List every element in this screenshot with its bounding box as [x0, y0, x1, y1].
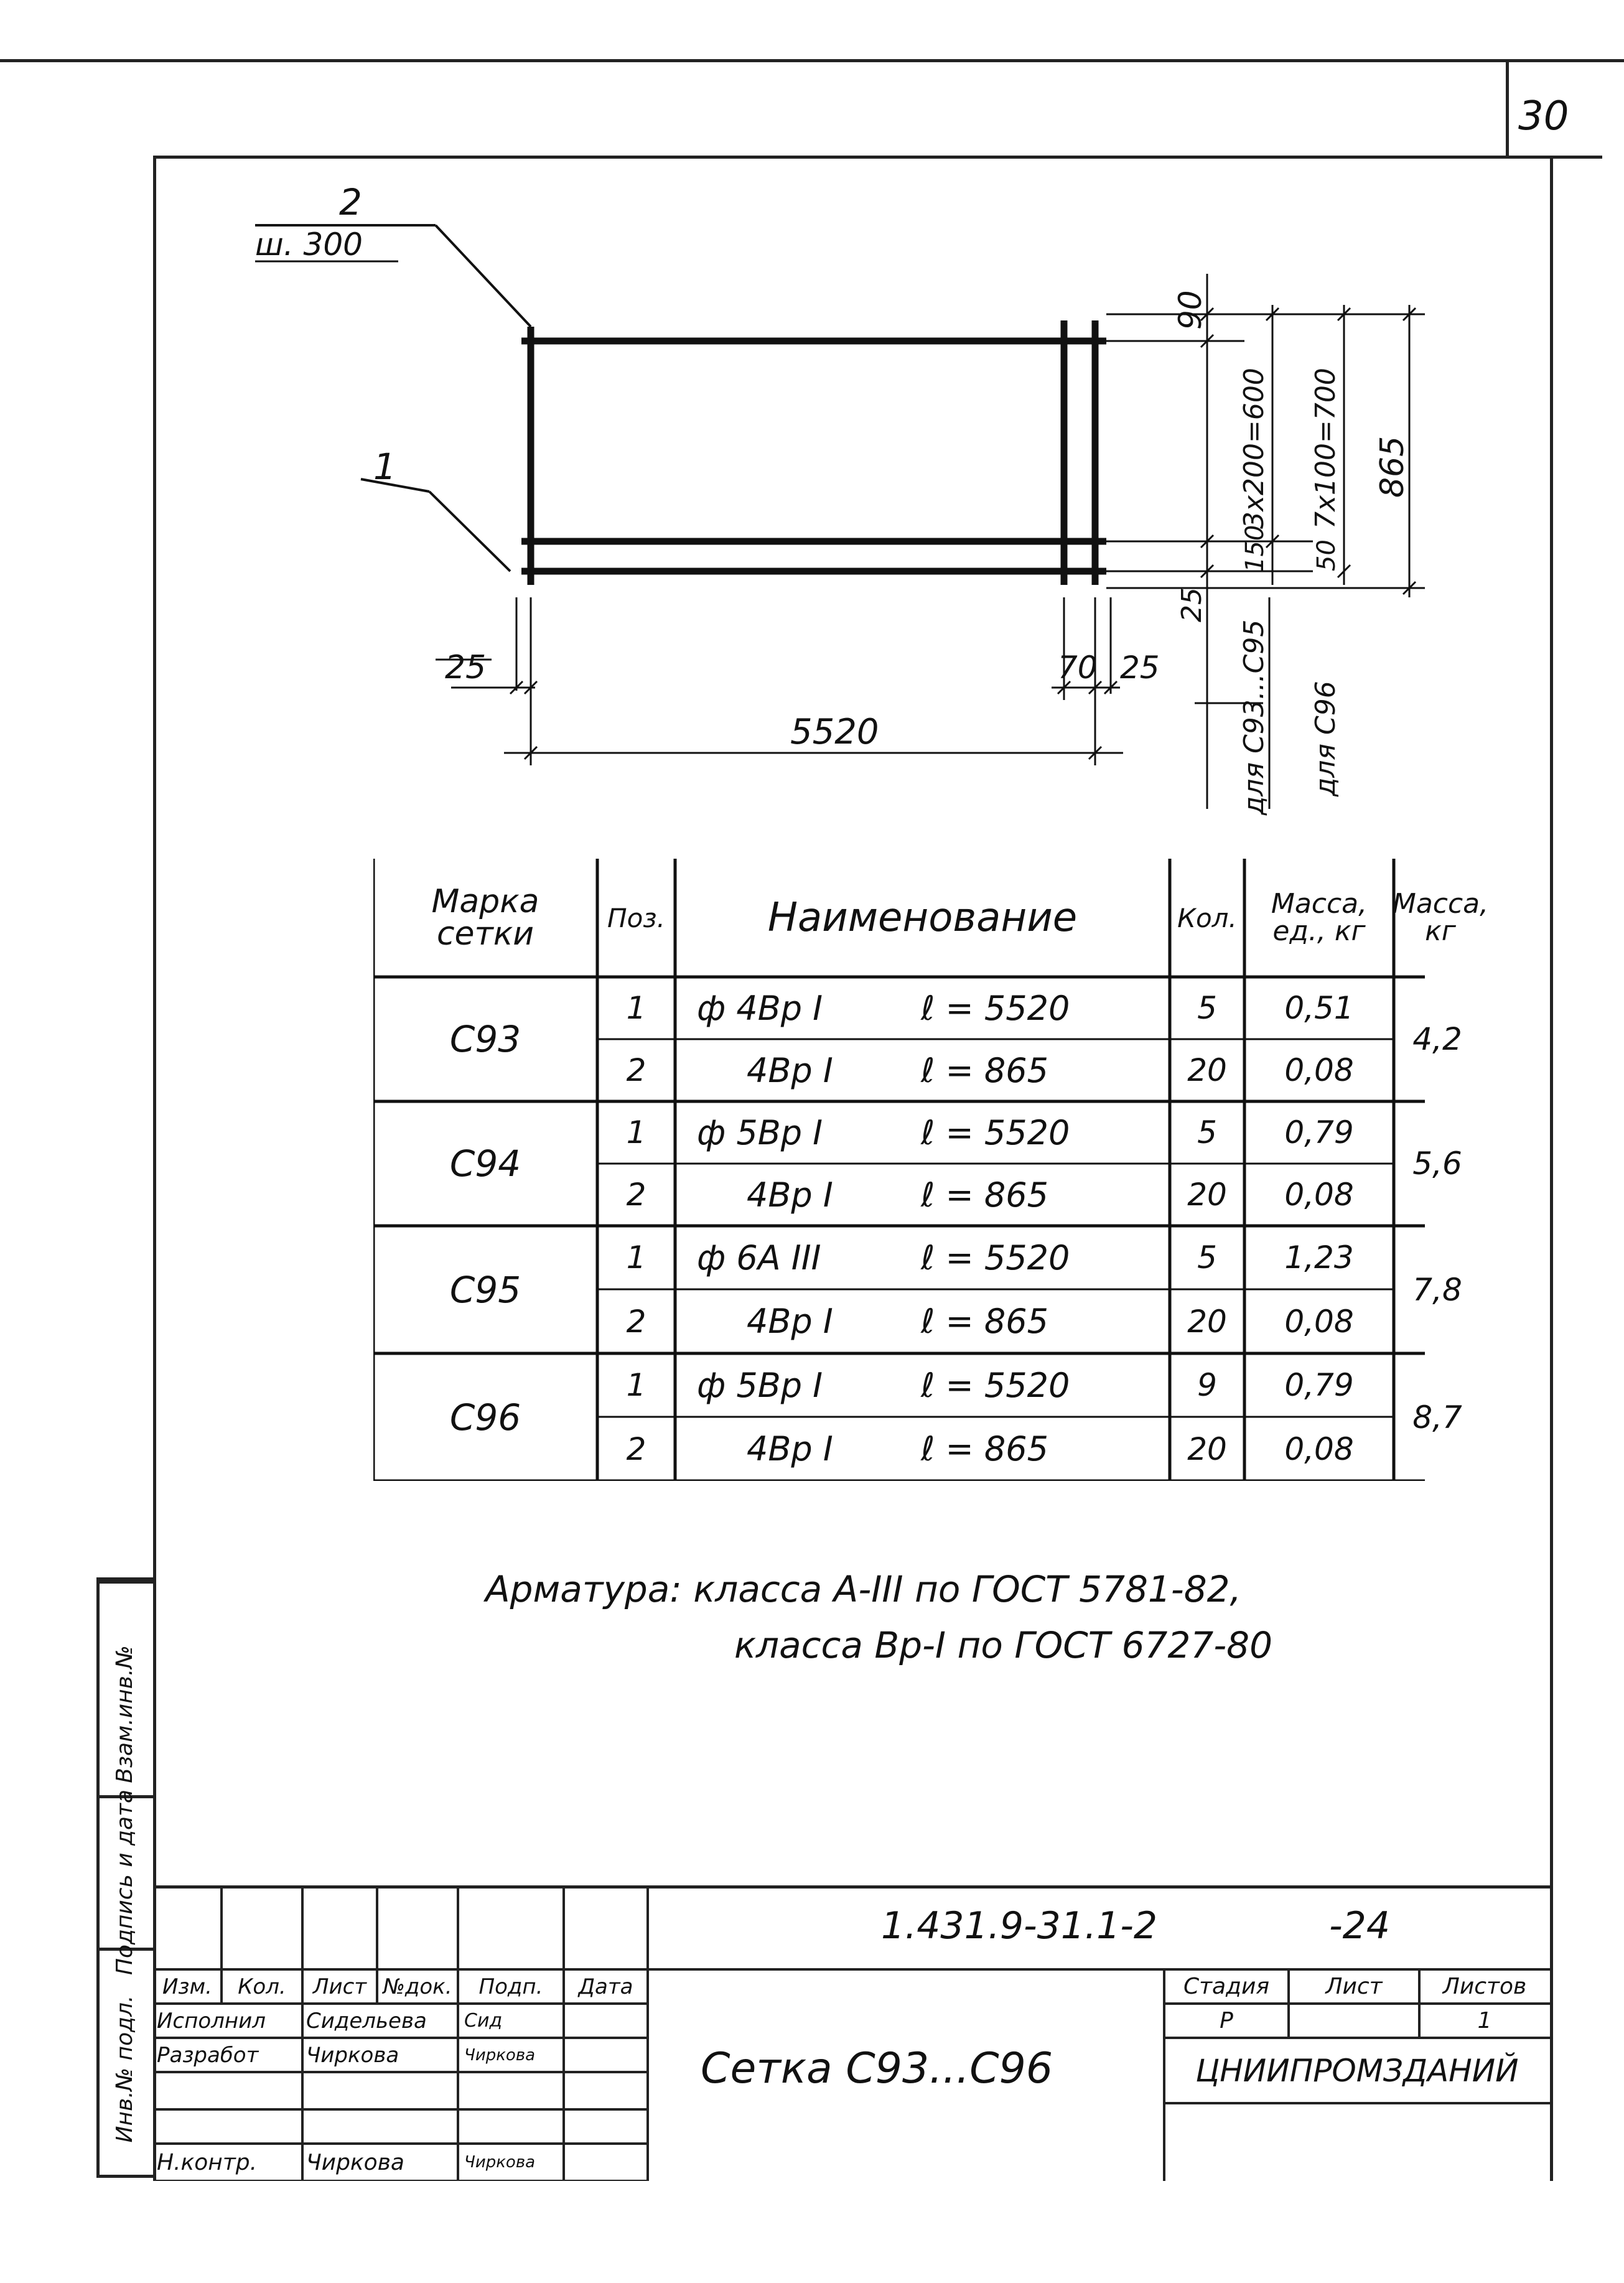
- row-pos: 1: [626, 990, 646, 1026]
- header-mark: Марка сетки: [431, 883, 539, 953]
- row-dia: ф 6А III: [697, 1238, 821, 1277]
- row-unit-mass: 0,08: [1284, 1177, 1354, 1213]
- tb-stadia-value: Р: [1220, 2008, 1233, 2033]
- row-pos: 1: [626, 1240, 646, 1276]
- header-qty: Кол.: [1177, 902, 1237, 933]
- row-pos: 2: [626, 1431, 646, 1467]
- tb-nkontr-name: Чиркова: [306, 2149, 404, 2175]
- row-dia: 4Вр I: [747, 1050, 833, 1090]
- header-unit-mass: Масса, ед., кг: [1271, 888, 1368, 947]
- row-qty: 5: [1197, 1240, 1217, 1276]
- tb-role-razrabot: Разработ: [157, 2042, 259, 2068]
- tb-ispolnil-sign: Сид: [464, 2010, 503, 2032]
- row-len: ℓ = 865: [921, 1175, 1048, 1215]
- note-c96: для С96: [1310, 681, 1342, 796]
- tb-stadia-label: Стадия: [1183, 1974, 1270, 1999]
- tb-header-izm: Изм.: [162, 1974, 212, 1999]
- row-pos: 2: [626, 1303, 646, 1340]
- tb-nkontr-sign: Чиркова: [464, 2153, 536, 2172]
- tb-title: Сетка С93...С96: [701, 2044, 1053, 2093]
- row-len: ℓ = 5520: [921, 988, 1070, 1028]
- row-len: ℓ = 5520: [921, 1238, 1070, 1277]
- dim-50: 50: [1312, 539, 1341, 571]
- header-mass: Масса, кг: [1392, 888, 1489, 947]
- note-c93-c95: для С93...С95: [1238, 619, 1270, 815]
- note-line-2: класса Вр-I по ГОСТ 6727-80: [734, 1624, 1272, 1666]
- tb-header-ndok: №док.: [383, 1974, 452, 1999]
- row-len: ℓ = 5520: [921, 1365, 1070, 1405]
- row-pos: 1: [626, 1114, 646, 1151]
- row-qty: 20: [1187, 1303, 1227, 1340]
- side-stamp-podpis-data: Подпись и дата: [111, 1789, 138, 1976]
- note-line-1: Арматура: класса А-III по ГОСТ 5781-82,: [485, 1568, 1241, 1610]
- tb-listov-label: Листов: [1442, 1974, 1527, 1999]
- dim-7x100: 7x100=700: [1310, 368, 1342, 529]
- row-qty: 20: [1187, 1052, 1227, 1088]
- tb-role-ispolnil: Исполнил: [157, 2008, 266, 2033]
- row-pos: 1: [626, 1367, 646, 1403]
- group-mark-c94: С94: [449, 1142, 521, 1185]
- callout-top-pos: 2: [339, 181, 362, 223]
- row-qty: 5: [1197, 990, 1217, 1026]
- row-unit-mass: 0,79: [1284, 1114, 1354, 1151]
- group-mass-c93: 4,2: [1412, 1021, 1462, 1057]
- dim-bottom-right-70: 70: [1058, 650, 1098, 686]
- callout-bottom-pos: 1: [373, 446, 396, 488]
- row-pos: 2: [626, 1052, 646, 1088]
- group-mark-c95: С95: [449, 1268, 521, 1311]
- dim-25-right: 25: [1176, 587, 1208, 622]
- group-mass-c94: 5,6: [1412, 1146, 1462, 1182]
- row-qty: 20: [1187, 1177, 1227, 1213]
- row-unit-mass: 0,79: [1284, 1367, 1354, 1403]
- header-pos: Поз.: [607, 902, 665, 933]
- side-stamp-inv-podl: Инв.№ подл.: [111, 1995, 138, 2143]
- row-dia: 4Вр I: [747, 1175, 833, 1215]
- row-dia: ф 5Вр I: [697, 1365, 823, 1405]
- dim-top-90: 90: [1172, 290, 1208, 330]
- row-len: ℓ = 5520: [921, 1113, 1070, 1152]
- group-mass-c96: 8,7: [1412, 1399, 1462, 1436]
- row-qty: 20: [1187, 1431, 1227, 1467]
- tb-ispolnil-name: Сидельева: [306, 2008, 427, 2033]
- tb-role-nkontr: Н.контр.: [157, 2149, 258, 2175]
- dim-865: 865: [1374, 436, 1411, 498]
- tb-razrabot-name: Чиркова: [306, 2042, 399, 2068]
- row-pos: 2: [626, 1177, 646, 1213]
- tb-sheet-suffix: -24: [1329, 1904, 1390, 1948]
- spec-table: [373, 859, 1489, 1481]
- tb-razrabot-sign: Чиркова: [464, 2045, 536, 2065]
- row-dia: ф 5Вр I: [697, 1113, 823, 1152]
- dim-total-length: 5520: [790, 712, 879, 752]
- dim-bottom-right-25: 25: [1120, 650, 1160, 686]
- tb-header-kol: Кол.: [238, 1974, 286, 1999]
- row-unit-mass: 1,23: [1284, 1240, 1354, 1276]
- dim-bottom-left: 25: [445, 649, 487, 686]
- row-unit-mass: 0,08: [1284, 1431, 1354, 1467]
- callout-top-spacing: ш. 300: [255, 226, 363, 263]
- row-len: ℓ = 865: [921, 1050, 1048, 1090]
- dim-150: 150: [1241, 525, 1269, 572]
- tb-header-podp: Подп.: [478, 1974, 543, 1999]
- row-unit-mass: 0,08: [1284, 1052, 1354, 1088]
- dim-3x200: 3x200=600: [1238, 368, 1270, 529]
- row-len: ℓ = 865: [921, 1302, 1048, 1341]
- group-mark-c96: С96: [449, 1396, 521, 1439]
- tb-listov-value: 1: [1477, 2008, 1492, 2033]
- group-mass-c95: 7,8: [1412, 1271, 1462, 1308]
- row-qty: 5: [1197, 1114, 1217, 1151]
- tb-list-value: [1289, 2004, 1419, 2038]
- tb-doc-code: 1.431.9-31.1-2: [881, 1904, 1158, 1948]
- row-qty: 9: [1197, 1367, 1217, 1403]
- row-unit-mass: 0,51: [1284, 990, 1354, 1026]
- title-block: [153, 1885, 1550, 2178]
- row-unit-mass: 0,08: [1284, 1303, 1354, 1340]
- row-dia: ф 4Вр I: [697, 988, 823, 1028]
- header-name: Наименование: [767, 895, 1078, 941]
- tb-org: ЦНИИПРОМЗДАНИЙ: [1195, 2052, 1519, 2089]
- tb-header-list: Лист: [312, 1974, 367, 1999]
- tb-header-data: Дата: [578, 1974, 633, 1999]
- group-mark-c93: С93: [449, 1018, 521, 1060]
- row-dia: 4Вр I: [747, 1429, 833, 1468]
- tb-list-label: Лист: [1325, 1974, 1383, 1999]
- row-len: ℓ = 865: [921, 1429, 1048, 1468]
- side-stamp-vzam-inv: Взам.инв.№: [111, 1645, 138, 1783]
- page-number: 30: [1518, 93, 1569, 139]
- row-dia: 4Вр I: [747, 1302, 833, 1341]
